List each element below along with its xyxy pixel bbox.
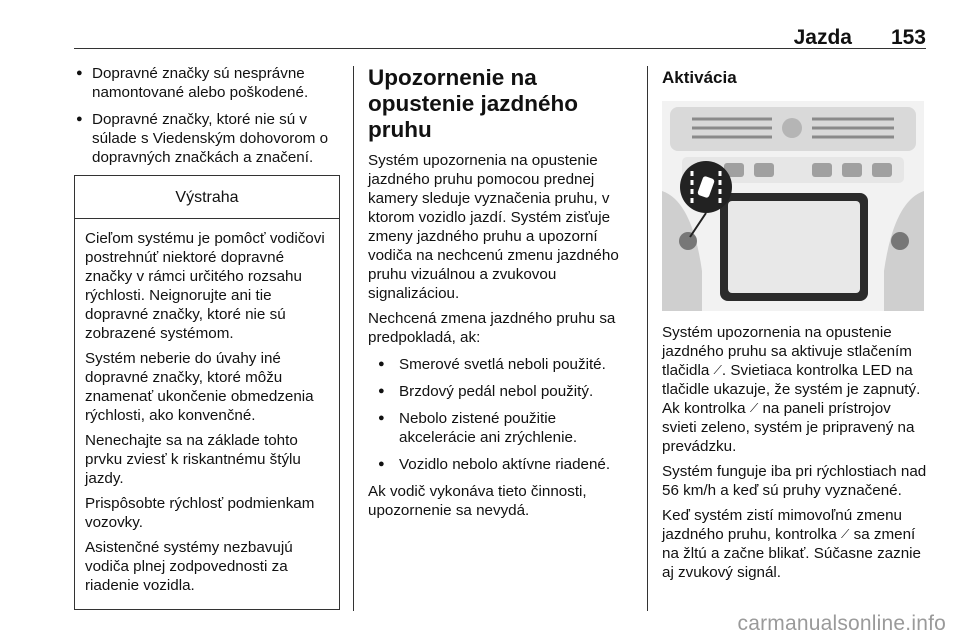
intro-paragraph: Systém upozornenia na opustenie jazdného pruhu pomocou prednej kamery sleduje vyznačenia pruhu, v ktorom vozidlo jazdí. Systém zisťuje zmeny jazdného pruhu a upozorní vodiča na nechcenú zmenu jazdného pruhu vizuálnou a zvukovou signalizáciou. xyxy=(368,152,619,302)
list-item: ● Dopravné značky sú nesprávne namontované alebo poškodené. xyxy=(74,64,340,102)
closing-paragraph: Ak vodič vykonáva tieto činnosti, upozornenie sa nevydá. xyxy=(368,483,587,519)
list-item: ● Nebolo zistené použitie akcelerácie ani zrýchlenie. xyxy=(368,409,634,447)
header-rule xyxy=(74,48,926,49)
dashboard-illustration xyxy=(662,101,924,311)
column-3 xyxy=(662,64,928,588)
condition-paragraph: Nechcená zmena jazdného pruhu sa predpokladá, ak: xyxy=(368,310,616,346)
column-2 xyxy=(368,64,634,526)
lane-departure-icon: ⟋ xyxy=(713,363,722,377)
warning-box xyxy=(74,175,340,610)
column-divider xyxy=(353,66,354,611)
text-fragment: na paneli prístrojov svieti zeleno, systém je pripravený na prevádzku. xyxy=(662,400,915,455)
page-number: 153 xyxy=(890,26,926,49)
warning-paragraph: Prispôsobte rýchlosť podmienkam vozovky. xyxy=(85,495,315,531)
speed-paragraph: Systém funguje iba pri rýchlostiach nad 56 km/h a keď sú pruhy vyznačené. xyxy=(662,463,927,499)
section-heading: Upozornenie na opustenie jazdného pruhu xyxy=(368,65,579,142)
warning-paragraph: Systém neberie do úvahy iné dopravné značky, ktoré môžu znamenať ukončenie obmedzenia rýchlosti, ako konvenčné. xyxy=(85,350,314,424)
text-fragment: . Svietiaca kontrolka LED na tlačidle ukazuje, že systém je zapnutý. Ak kontrolka xyxy=(662,362,921,417)
bullet-list xyxy=(74,64,340,167)
list-item: ● Brzdový pedál nebol použitý. xyxy=(368,382,634,401)
list-item: ● Dopravné značky, ktoré nie sú v súlade s Viedenským dohovorom o dopravných značkách a značení. xyxy=(74,110,340,167)
activation-paragraph xyxy=(662,323,928,456)
warning-behavior-paragraph xyxy=(662,506,928,582)
text-fragment: sa zmení na žltú a začne blikať. Súčasne zaznie aj zvukový signál. xyxy=(662,526,921,581)
lane-departure-icon: ⟋ xyxy=(841,527,850,541)
warning-paragraph: Cieľom systému je pomôcť vodičovi postrehnúť niektoré dopravné značky v rámci určitého rozsahu rýchlosti. Neignorujte ani tie dopravné značky, ktoré nie sú zobrazené systémom. xyxy=(85,230,325,342)
condition-list xyxy=(368,355,634,474)
text-fragment: Systém upozornenia na opustenie jazdného pruhu sa aktivuje stlačením tlačidla xyxy=(662,324,912,379)
section-title: Jazda xyxy=(793,26,852,49)
column-1 xyxy=(74,64,340,610)
warning-title: Výstraha xyxy=(75,176,339,219)
list-item: ● Smerové svetlá neboli použité. xyxy=(368,355,634,374)
activation-heading: Aktivácia xyxy=(662,68,737,87)
warning-paragraph: Nenechajte sa na základe tohto prvku zviesť k riskantnému štýlu jazdy. xyxy=(85,432,301,487)
list-item: ● Vozidlo nebolo aktívne riadené. xyxy=(368,455,634,474)
watermark: carmanualsonline.info xyxy=(737,612,946,635)
dashboard-drawing xyxy=(662,101,924,311)
warning-paragraph: Asistenčné systémy nezbavujú vodiča plnej zodpovednosti za riadenie vozidla. xyxy=(85,539,293,594)
text-fragment: Keď systém zistí mimovoľnú zmenu jazdného pruhu, kontrolka xyxy=(662,507,902,543)
warning-body xyxy=(75,219,339,609)
lane-departure-icon: ⟋ xyxy=(749,401,759,415)
column-divider xyxy=(647,66,648,611)
